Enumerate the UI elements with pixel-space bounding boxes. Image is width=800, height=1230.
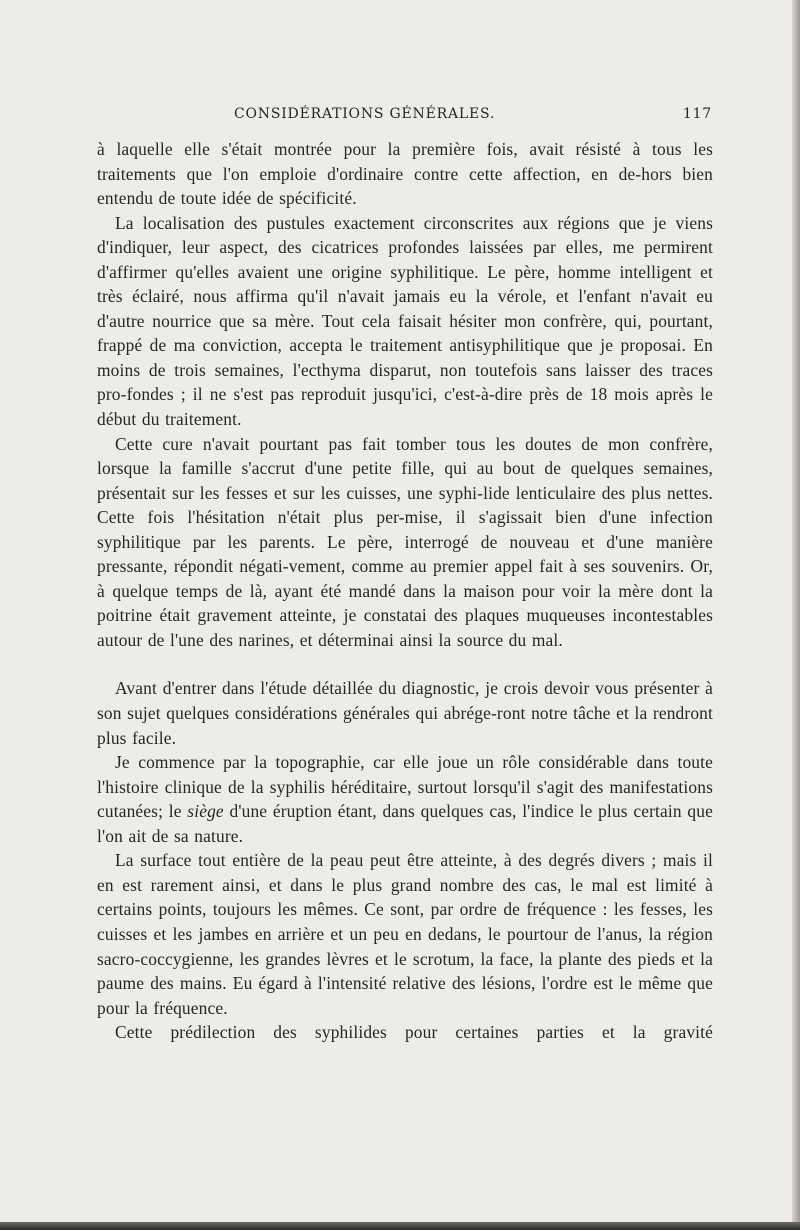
page-number: 117 bbox=[682, 106, 712, 122]
paragraph-surface: La surface tout entière de la peau peut être atteinte, à des degrés divers ; mais il en est rarement ainsi, et dans le plus grand nombre des cas, le mal est limité à certains points, toujours les mêmes. Ce sont, par ordre de fréquence : les fesses, les cuisses et les jambes en arrière et un peu en dedans, le pourtour de l'anus, la région sacro-coccygienne, les grandes lèvres et le scrotum, la face, la plante des pieds et la paume des mains. Eu égard à l'intensité relative des lésions, l'ordre est le même que pour la fréquence. bbox=[97, 850, 713, 1018]
paragraph-cure: Cette cure n'avait pourtant pas fait tomber tous les doutes de mon confrère, lorsque la famille s'accrut d'une petite fille, qui au bout de quelques semaines, présentait sur les fesses et sur les cuisses, une syphi-lide lenticulaire des plus nettes. Cette fois l'hésitation n'était plus per-mise, il s'agissait bien d'une infection syphilitique par les parents. Le père, interrogé de nouveau et d'une manière pressante, répondit négati-vement, comme au premier appel fait à ses souvenirs. Or, à quelque temps de là, ayant été mandé dans la maison pour voir la mère dont la poitrine était gravement atteinte, je constatai des plaques muqueuses incontestables autour de l'une des narines, et déterminai ainsi la source du mal. bbox=[97, 433, 713, 650]
paragraph-topographie bbox=[97, 750, 713, 848]
paragraph-topographie-start: Je commence par la topographie, car elle joue un rôle considérable dans toute l'histoire clinique de la syphilis héréditaire, surtout lorsqu'il s'agit des manifestations cutanées; le bbox=[97, 752, 713, 822]
page-header bbox=[96, 106, 712, 128]
page-bottom-shadow bbox=[0, 1222, 800, 1230]
paragraph-topographie-end: d'une éruption étant, dans quelques cas, l'indice le plus certain que l'on ait de sa nature. bbox=[97, 801, 713, 846]
page-edge-shadow bbox=[792, 0, 800, 1230]
body-text bbox=[97, 137, 713, 1045]
running-head: CONSIDÉRATIONS GÉNÉRALES. bbox=[234, 106, 496, 122]
paragraph-localisation: La localisation des pustules exactement circonscrites aux régions que je viens d'indiquer, leur aspect, des cicatrices profondes laissées par elles, me permirent d'affirmer qu'elles avaient une origine syphilitique. Le père, homme intelligent et très éclairé, nous affirma qu'il n'avait jamais eu la vérole, et l'enfant n'avait eu d'autre nourrice que sa mère. Tout cela faisait hésiter mon confrère, qui, pourtant, frappé de ma conviction, accepta le traitement antisyphilitique que je proposai. En moins de trois semaines, l'ecthyma disparut, non toutefois sans laisser des traces pro-fondes ; il ne s'est pas reproduit jusqu'ici, c'est-à-dire près de 18 mois après le début du traitement. bbox=[97, 212, 713, 430]
paragraph-predilection: Cette prédilection des syphilides pour certaines parties et la gravité bbox=[115, 1022, 713, 1043]
paragraph-diagnostic: Avant d'entrer dans l'étude détaillée du diagnostic, je crois devoir vous présenter à son sujet quelques considérations générales qui abrége-ront notre tâche et la rendront plus facile. bbox=[97, 678, 713, 748]
emphasis-siege: siège bbox=[187, 801, 224, 822]
paragraph-continuation: à laquelle elle s'était montrée pour la première fois, avait résisté à tous les traitements que l'on emploie d'ordinaire contre cette affection, en de-hors bien entendu de toute idée de spécificité. bbox=[97, 139, 713, 209]
